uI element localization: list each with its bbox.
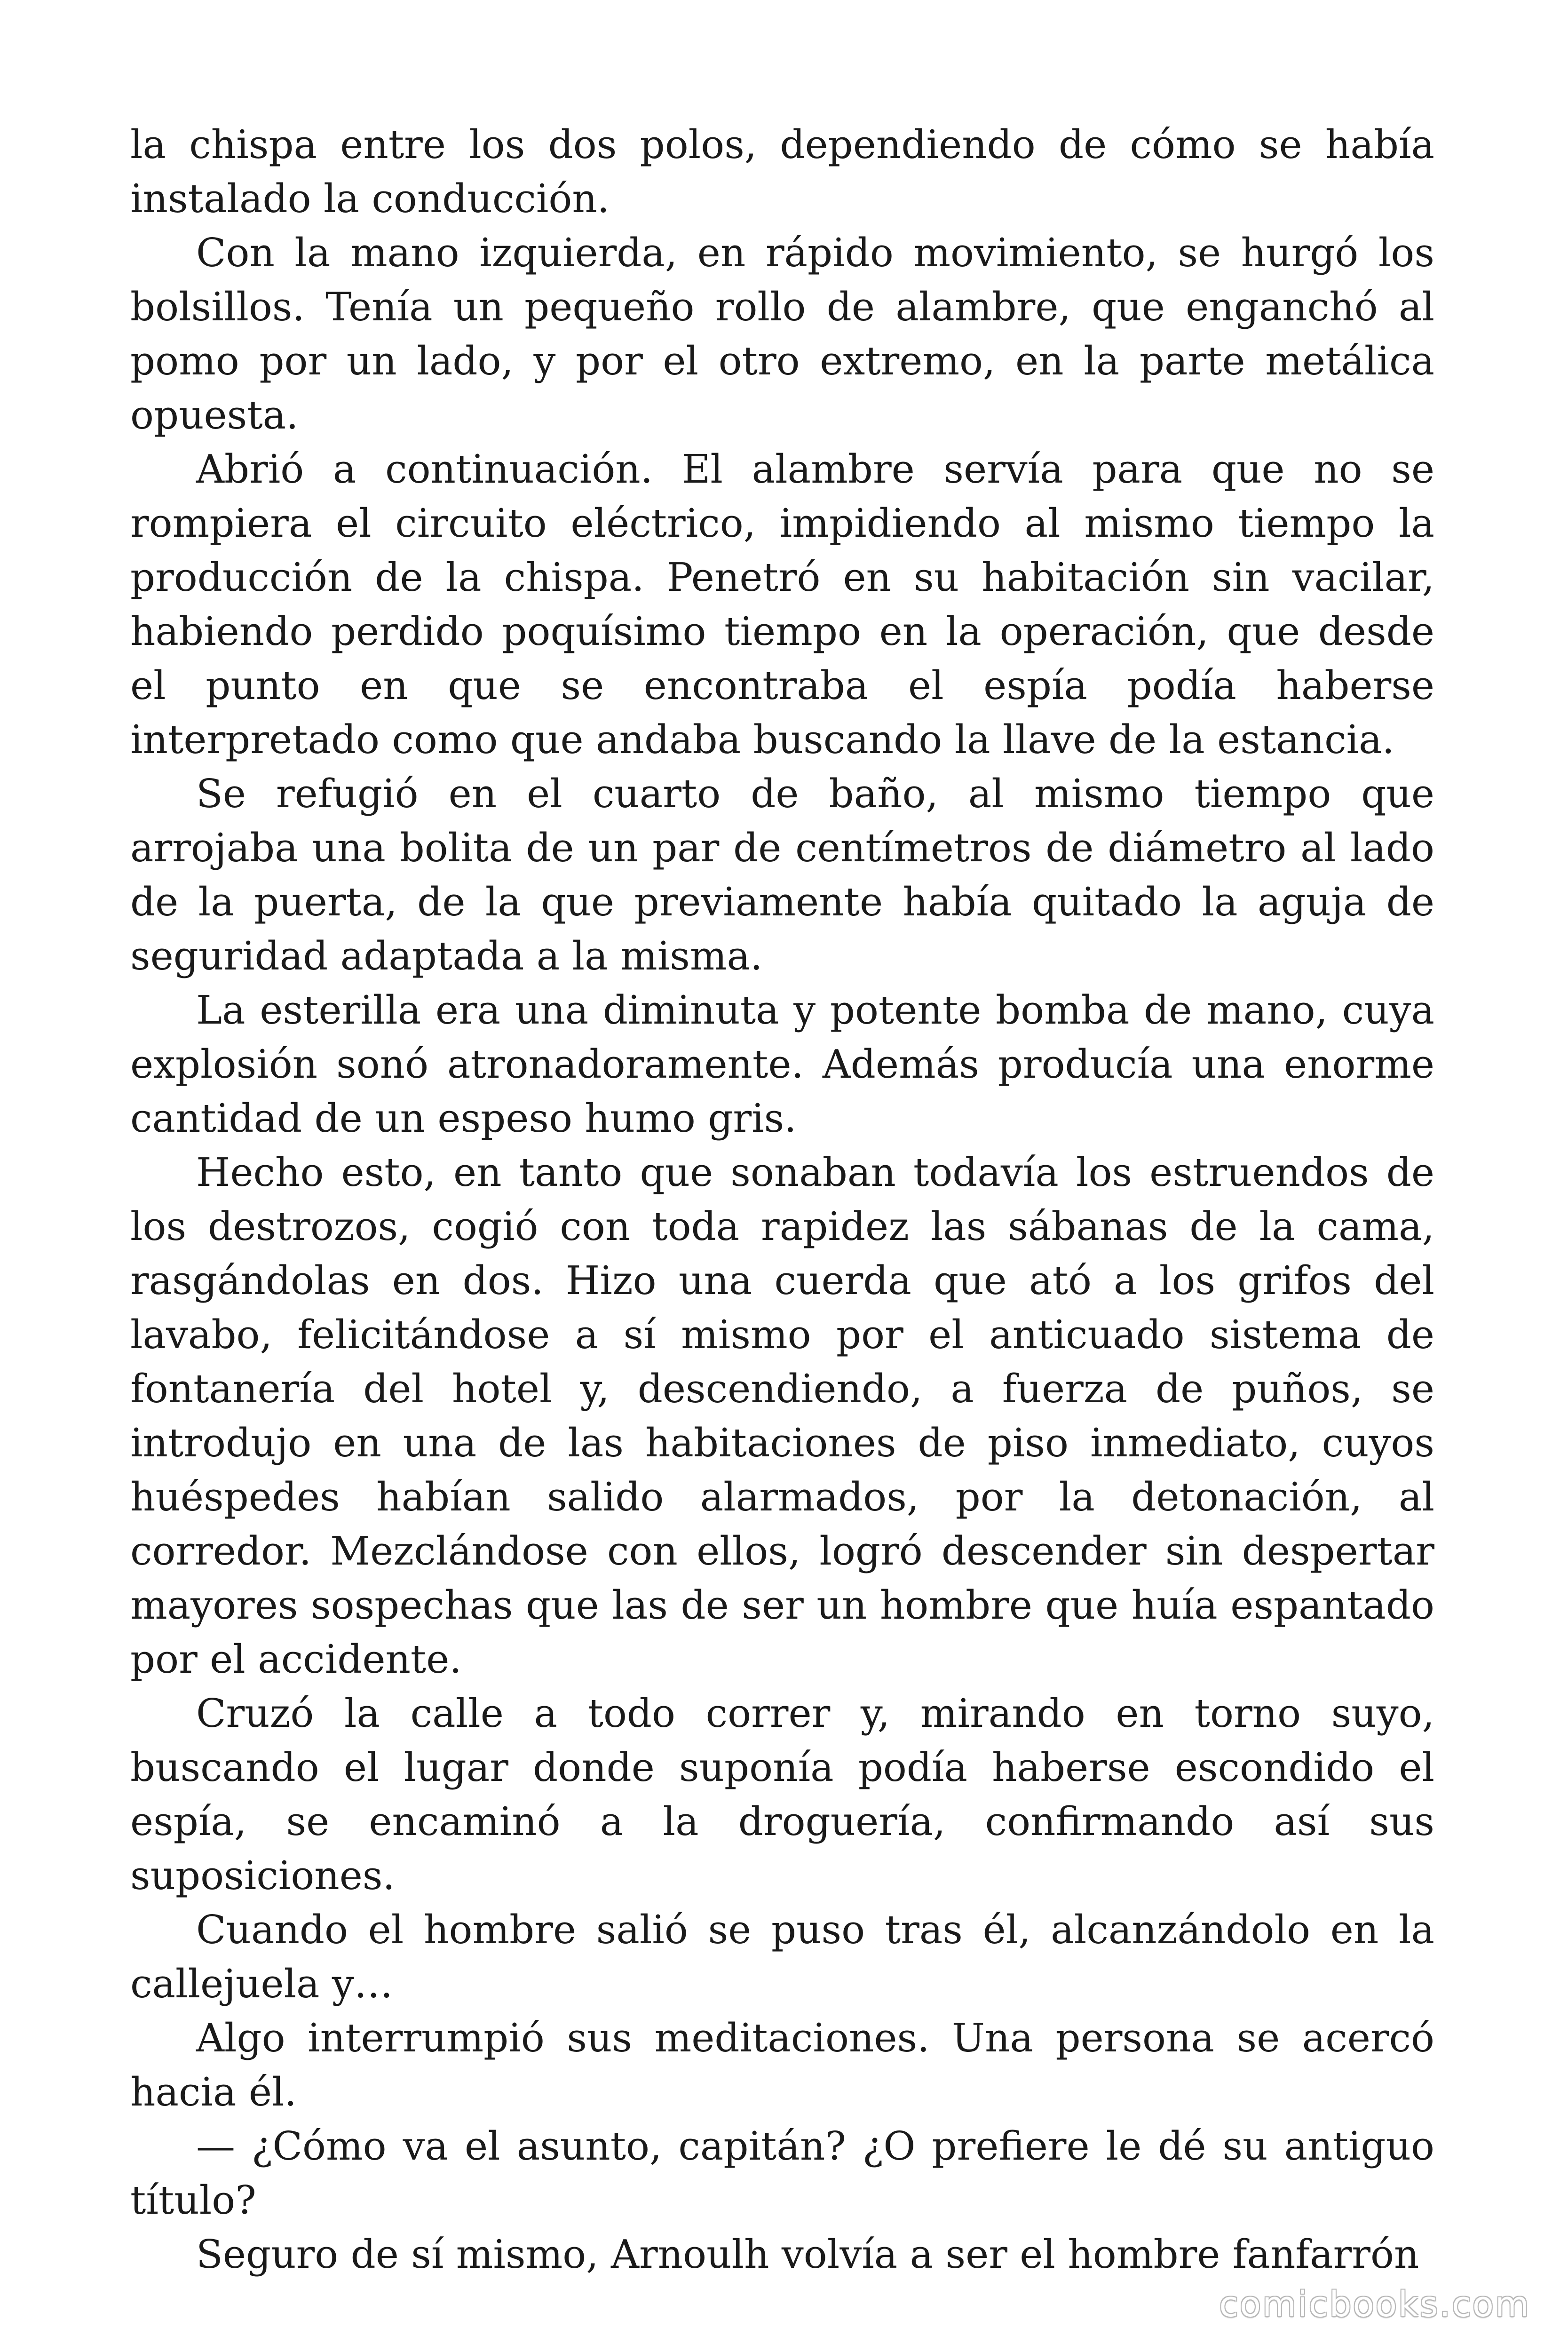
paragraph: Seguro de sí mismo, Arnoulh volvía a ser el hombre fanfarrón bbox=[196, 2232, 1419, 2277]
paragraph: Hecho esto, en tanto que sonaban todavía los estruendos de los destrozos, cogió con toda rapidez las sábanas de la cama, rasgándolas en dos. Hizo una cuerda que ató a los grifos del lavabo, felicitándose a sí mismo por el anticuado sistema de fontanería del hotel y, descendiendo, a fuerza de puños, se introdujo en una de las habitaciones de piso inmediato, cuyos huéspedes habían salido alarmados, por la detonación, al corredor. Mezclándose con ellos, logró descender sin despertar mayores sospechas que las de ser un hombre que huía espantado por el accidente. bbox=[130, 1150, 1434, 1682]
paragraph: Algo interrumpió sus meditaciones. Una persona se acercó hacia él. bbox=[130, 2015, 1434, 2115]
paragraph: La esterilla era una diminuta y potente bomba de mano, cuya explosión sonó atronadoramente. Además producía una enorme cantidad de un espeso humo gris. bbox=[130, 987, 1434, 1141]
paragraph: Cruzó la calle a todo correr y, mirando en torno suyo, buscando el lugar donde suponía podía haberse escondido el espía, se encaminó a la droguería, confirmando así sus suposiciones. bbox=[130, 1691, 1434, 1899]
paragraph: Abrió a continuación. El alambre servía para que no se rompiera el circuito eléctrico, impidiendo al mismo tiempo la producción de la chispa. Penetró en su habitación sin vacilar, habiendo perdido poquísimo tiempo en la operación, que desde el punto en que se encontraba el espía podía haberse interpretado como que andaba buscando la llave de la estancia. bbox=[130, 446, 1434, 763]
paragraph: Cuando el hombre salió se puso tras él, alcanzándolo en la callejuela y… bbox=[130, 1907, 1434, 2007]
paragraph: Con la mano izquierda, en rápido movimiento, se hurgó los bolsillos. Tenía un pequeño rollo de alambre, que enganchó al pomo por un lado, y por el otro extremo, en la parte metálica opuesta. bbox=[130, 230, 1434, 438]
paragraph: — ¿Cómo va el asunto, capitán? ¿O prefiere le dé su antiguo título? bbox=[130, 2123, 1434, 2223]
watermark: comicbooks.com bbox=[1219, 2284, 1530, 2325]
paragraph: Se refugió en el cuarto de baño, al mismo tiempo que arrojaba una bolita de un par de centímetros de diámetro al lado de la puerta, de la que previamente había quitado la aguja de seguridad adaptada a la misma. bbox=[130, 771, 1434, 979]
paragraph-continuation: la chispa entre los dos polos, dependiendo de cómo se había instalado la conducción. bbox=[130, 122, 1434, 222]
body-text bbox=[130, 118, 1434, 2281]
